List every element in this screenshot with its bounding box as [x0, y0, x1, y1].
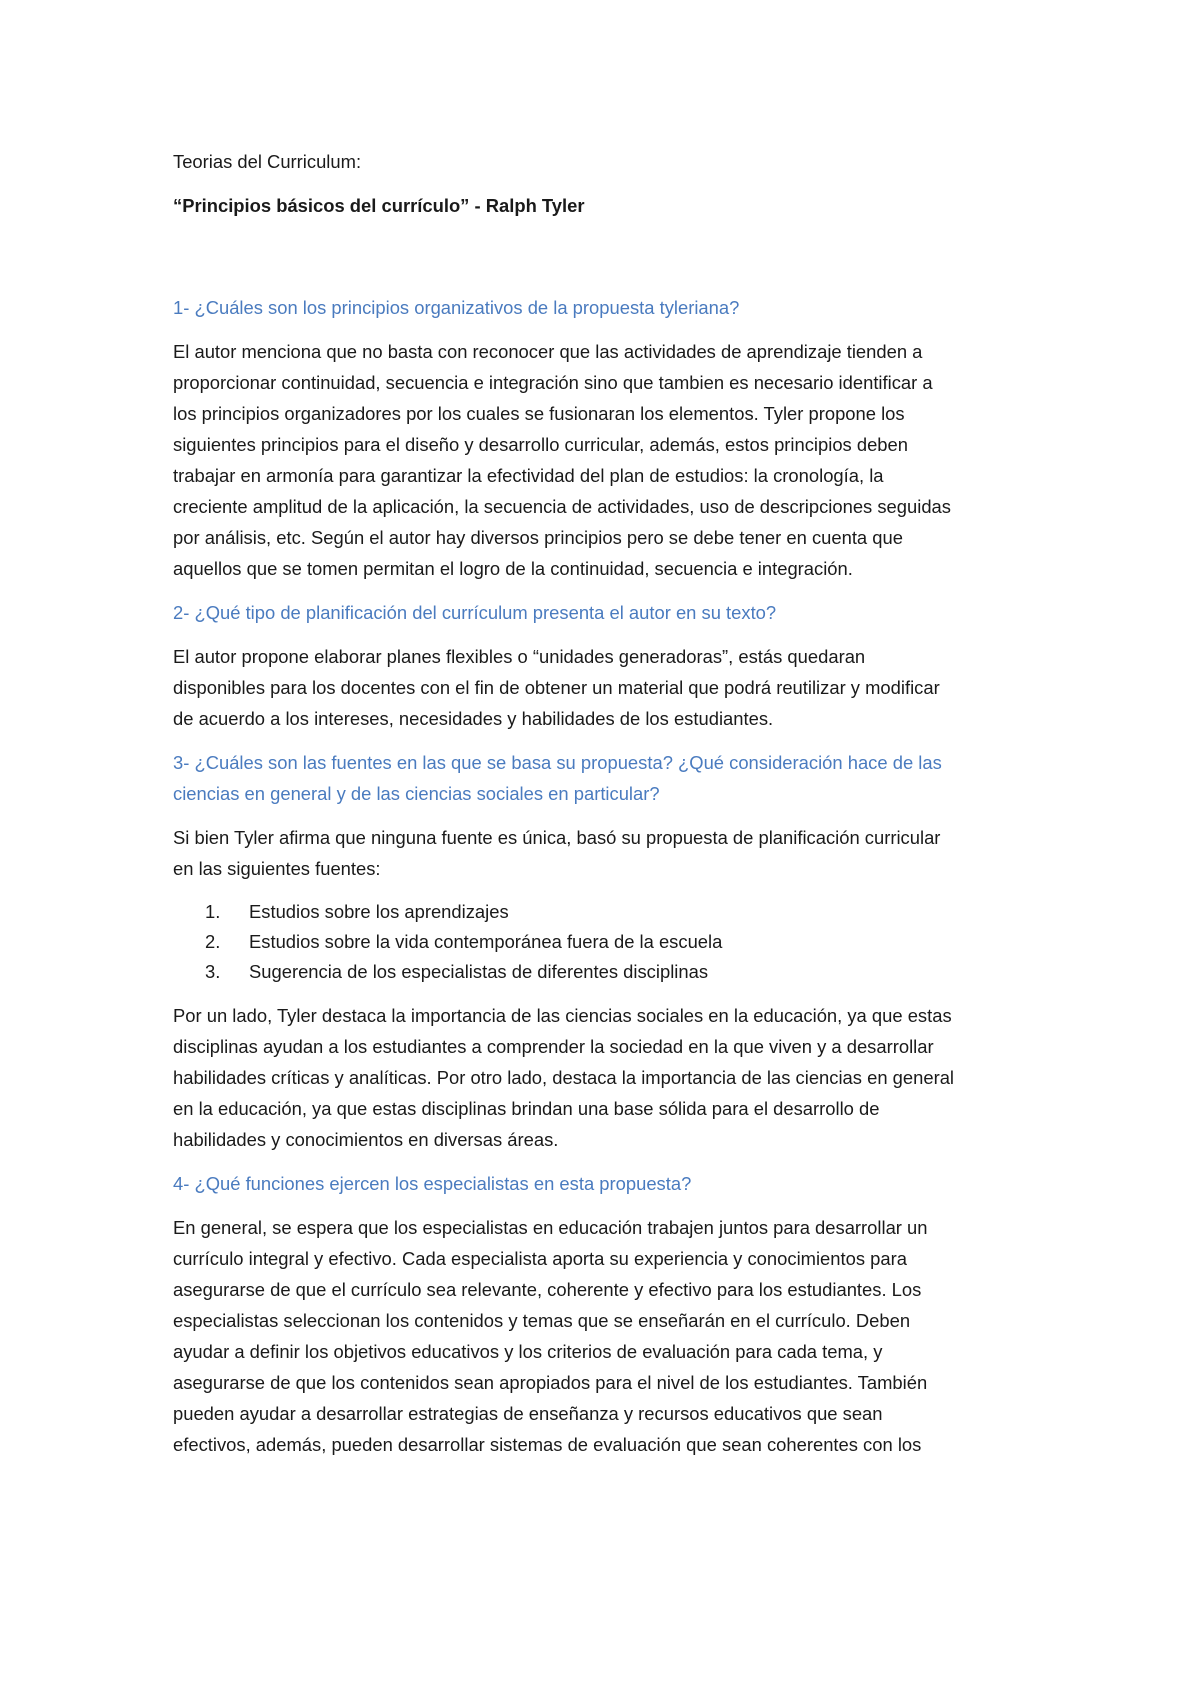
- document-title: “Principios básicos del currículo” - Ralph Tyler: [173, 195, 585, 216]
- document-body: [173, 146, 1053, 1473]
- question-2: 2- ¿Qué tipo de planificación del currículum presenta el autor en su texto?: [173, 602, 777, 623]
- answer-1-line: por análisis, etc. Según el autor hay diversos principios pero se debe tener en cuenta que: [173, 527, 903, 548]
- answer-4-line: asegurarse de que los contenidos sean apropiados para el nivel de los estudiantes. También: [173, 1372, 928, 1393]
- answer-4-line: pueden ayudar a desarrollar estrategias de enseñanza y recursos educativos que sean: [173, 1403, 883, 1424]
- answer-1-line: proporcionar continuidad, secuencia e integración sino que tambien es necesario identificar a: [173, 372, 933, 393]
- answer-2-line: de acuerdo a los intereses, necesidades y habilidades de los estudiantes.: [173, 708, 774, 729]
- answer-1-paragraph: [173, 336, 1053, 584]
- answer-4-line: currículo integral y efectivo. Cada especialista aporta su experiencia y conocimientos para: [173, 1248, 907, 1269]
- question-4: 4- ¿Qué funciones ejercen los especialistas en esta propuesta?: [173, 1173, 692, 1194]
- answer-3-line: habilidades y conocimientos en diversas áreas.: [173, 1129, 559, 1150]
- answer-4-line: especialistas seleccionan los contenidos y temas que se enseñarán en el currículo. Deben: [173, 1310, 911, 1331]
- answer-3-intro-paragraph: [173, 822, 1053, 884]
- question-1: 1- ¿Cuáles son los principios organizativos de la propuesta tyleriana?: [173, 297, 740, 318]
- answer-3-line: habilidades críticas y analíticas. Por otro lado, destaca la importancia de las ciencias en general: [173, 1067, 955, 1088]
- answer-4-line: En general, se espera que los especialistas en educación trabajen juntos para desarrollar un: [173, 1217, 928, 1238]
- question-3-line: ciencias en general y de las ciencias sociales en particular?: [173, 783, 660, 804]
- answer-3-line: Por un lado, Tyler destaca la importancia de las ciencias sociales en la educación, ya que estas: [173, 1005, 952, 1026]
- sources-list: [173, 897, 1053, 987]
- answer-1-line: aquellos que se tomen permitan el logro de la continuidad, secuencia e integración.: [173, 558, 853, 579]
- answer-3-paragraph: [173, 1000, 1053, 1155]
- list-item: [173, 957, 1053, 987]
- document-heading: Teorias del Curriculum:: [173, 151, 362, 172]
- list-item-number: 2.: [205, 931, 221, 952]
- answer-3-intro-line: en las siguientes fuentes:: [173, 858, 381, 879]
- answer-4-line: efectivos, además, pueden desarrollar sistemas de evaluación que sean coherentes con los: [173, 1434, 922, 1455]
- answer-2-line: El autor propone elaborar planes flexibles o “unidades generadoras”, estás quedaran: [173, 646, 866, 667]
- list-item-text: Sugerencia de los especialistas de diferentes disciplinas: [249, 961, 709, 982]
- answer-3-line: disciplinas ayudan a los estudiantes a comprender la sociedad en la que viven y a desarrollar: [173, 1036, 934, 1057]
- answer-2-line: disponibles para los docentes con el fin de obtener un material que podrá reutilizar y modificar: [173, 677, 940, 698]
- answer-4-paragraph: [173, 1212, 1053, 1460]
- answer-4-line: asegurarse de que el currículo sea relevante, coherente y efectivo para los estudiantes. Los: [173, 1279, 922, 1300]
- answer-3-line: en la educación, ya que estas disciplinas brindan una base sólida para el desarrollo de: [173, 1098, 880, 1119]
- answer-1-line: creciente amplitud de la aplicación, la secuencia de actividades, uso de descripciones seguidas: [173, 496, 951, 517]
- list-item-text: Estudios sobre los aprendizajes: [249, 901, 509, 922]
- answer-1-line: siguientes principios para el diseño y desarrollo curricular, además, estos principios deben: [173, 434, 908, 455]
- list-item-text: Estudios sobre la vida contemporánea fuera de la escuela: [249, 931, 723, 952]
- answer-4-line: ayudar a definir los objetivos educativos y los criterios de evaluación para cada tema, y: [173, 1341, 883, 1362]
- answer-2-paragraph: [173, 641, 1053, 734]
- answer-1-line: El autor menciona que no basta con reconocer que las actividades de aprendizaje tienden a: [173, 341, 923, 362]
- list-item: [173, 927, 1053, 957]
- list-item-number: 1.: [205, 901, 221, 922]
- answer-1-line: los principios organizadores por los cuales se fusionaran los elementos. Tyler propone los: [173, 403, 905, 424]
- answer-1-line: trabajar en armonía para garantizar la efectividad del plan de estudios: la cronología, la: [173, 465, 884, 486]
- answer-3-intro-line: Si bien Tyler afirma que ninguna fuente es única, basó su propuesta de planificación curricular: [173, 827, 941, 848]
- question-3: [173, 747, 1053, 809]
- list-item-number: 3.: [205, 961, 221, 982]
- list-item: [173, 897, 1053, 927]
- question-3-line: 3- ¿Cuáles son las fuentes en las que se basa su propuesta? ¿Qué consideración hace de las: [173, 752, 942, 773]
